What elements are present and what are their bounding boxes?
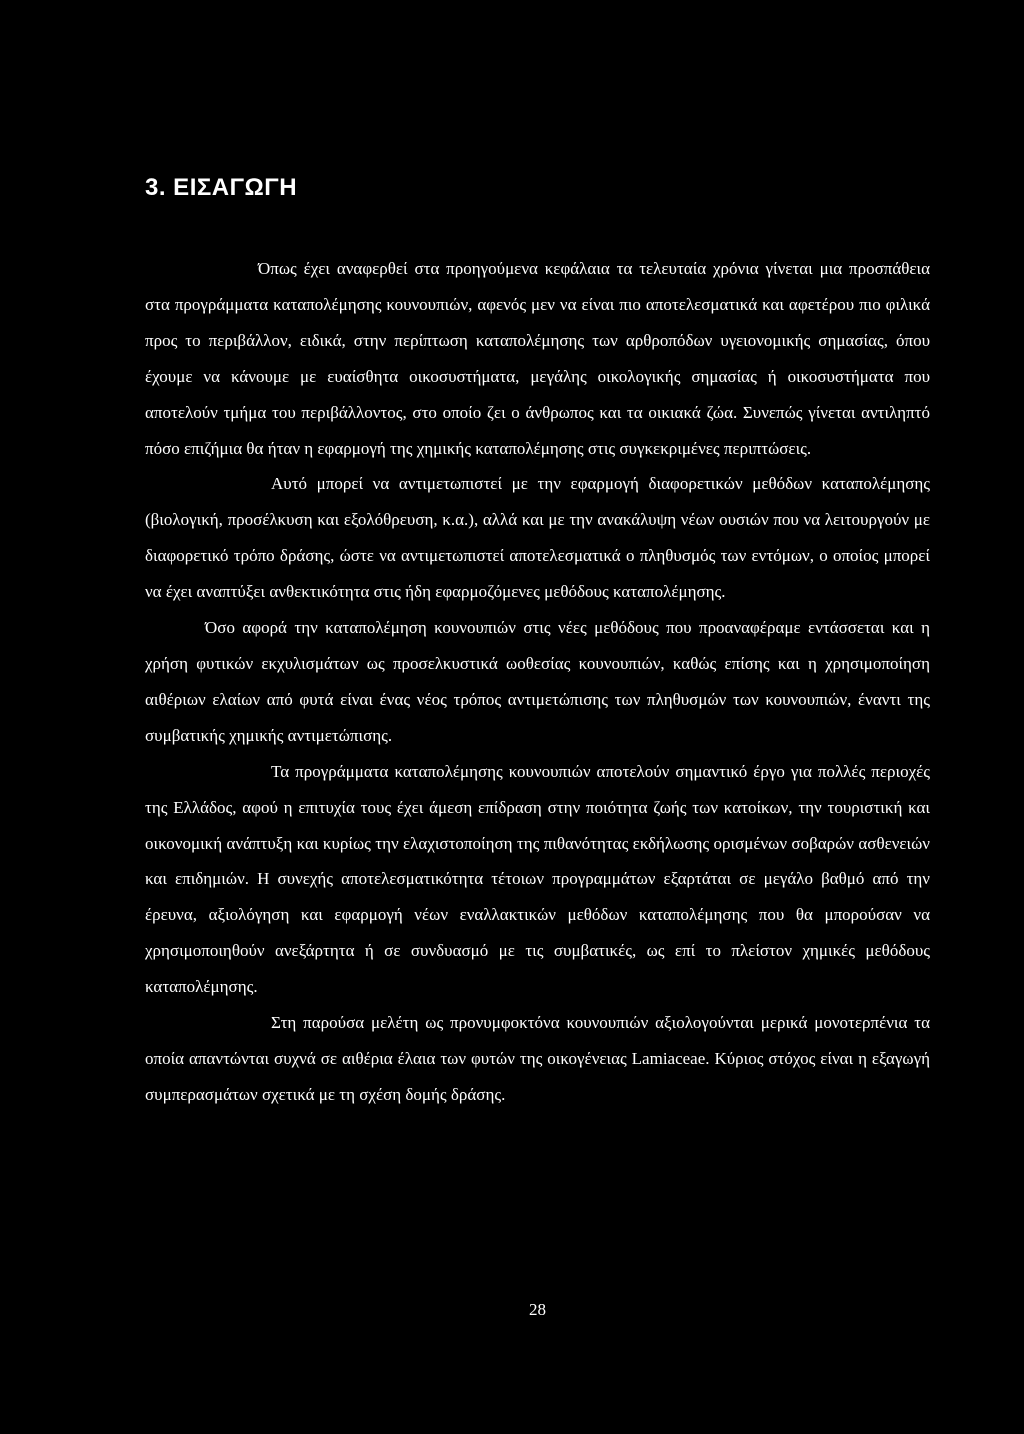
- paragraph-2: Αυτό μπορεί να αντιμετωπιστεί με την εφαρμογή διαφορετικών μεθόδων καταπολέμησης (βιολογική, προσέλκυση και εξολόθρευση, κ.α.), αλλά και με την ανακάλυψη νέων ουσιών που να λειτουργούν με διαφορετικό τρόπο δράσης, ώστε να αντιμετωπιστεί αποτελεσματικά ο πληθυσμός των εντόμων, ο οποίος μπορεί να έχει αναπτύξει ανθεκτικότητα στις ήδη εφαρμοζόμενες μεθόδους καταπολέμησης.: [145, 474, 930, 602]
- paragraph-1: Όπως έχει αναφερθεί στα προηγούμενα κεφάλαια τα τελευταία χρόνια γίνεται μια προσπάθεια στα προγράμματα καταπολέμησης κουνουπιών, αφενός μεν να είναι πιο αποτελεσματικά και αφετέρου πιο φιλικά προς το περιβάλλον, ειδικά, στην περίπτωση καταπολέμησης των αρθροπόδων υγειονομικής σημασίας, όπου έχουμε να κάνουμε με ευαίσθητα οικοσυστήματα, μεγάλης οικολογικής σημασίας ή οικοσυστήματα που αποτελούν τμήμα του περιβάλλοντος, στο οποίο ζει ο άνθρωπος και τα οικιακά ζώα. Συνεπώς γίνεται αντιληπτό πόσο επιζήμια θα ήταν η εφαρμογή της χημικής καταπολέμησης στις συγκεκριμένες περιπτώσεις.: [145, 259, 930, 458]
- section-heading: 3. ΕΙΣΑΓΩΓΗ: [145, 174, 298, 201]
- section-body: [145, 251, 930, 1113]
- paragraph-5: Στη παρούσα μελέτη ως προνυμφοκτόνα κουνουπιών αξιολογούνται μερικά μονοτερπένια τα οποία απαντώνται συχνά σε αιθέρια έλαια των φυτών της οικογένειας Lamiaceae. Κύριος στόχος είναι η εξαγωγή συμπερασμάτων σχετικά με τη σχέση δομής δράσης.: [145, 1013, 930, 1104]
- paragraph-4: Τα προγράμματα καταπολέμησης κουνουπιών αποτελούν σημαντικό έργο για πολλές περιοχές της Ελλάδος, αφού η επιτυχία τους έχει άμεση επίδραση στην ποιότητα ζωής των κατοίκων, την τουριστική και οικονομική ανάπτυξη και κυρίως την ελαχιστοποίηση της πιθανότητας εκδήλωσης ορισμένων σοβαρών ασθενειών και επιδημιών. Η συνεχής αποτελεσματικότητα τέτοιων προγραμμάτων εξαρτάται σε μεγάλο βαθμό από την έρευνα, αξιολόγηση και εφαρμογή νέων εναλλακτικών μεθόδων καταπολέμησης που θα μπορούσαν να χρησιμοποιηθούν ανεξάρτητα ή σε συνδυασμό με τις συμβατικές, ως επί το πλείστον χημικές μεθόδους καταπολέμησης.: [145, 761, 930, 997]
- paragraph-3: Όσο αφορά την καταπολέμηση κουνουπιών στις νέες μεθόδους που προαναφέραμε εντάσσεται και η χρήση φυτικών εκχυλισμάτων ως προσελκυστικά ωοθεσίας κουνουπιών, καθώς επίσης και η χρησιμοποίηση αιθέριων ελαίων από φυτά είναι ένας νέος τρόπος αντιμετώπισης των πληθυσμών των κουνουπιών, έναντι της συμβατικής χημικής αντιμετώπισης.: [145, 618, 930, 745]
- page-number: 28: [529, 1300, 546, 1319]
